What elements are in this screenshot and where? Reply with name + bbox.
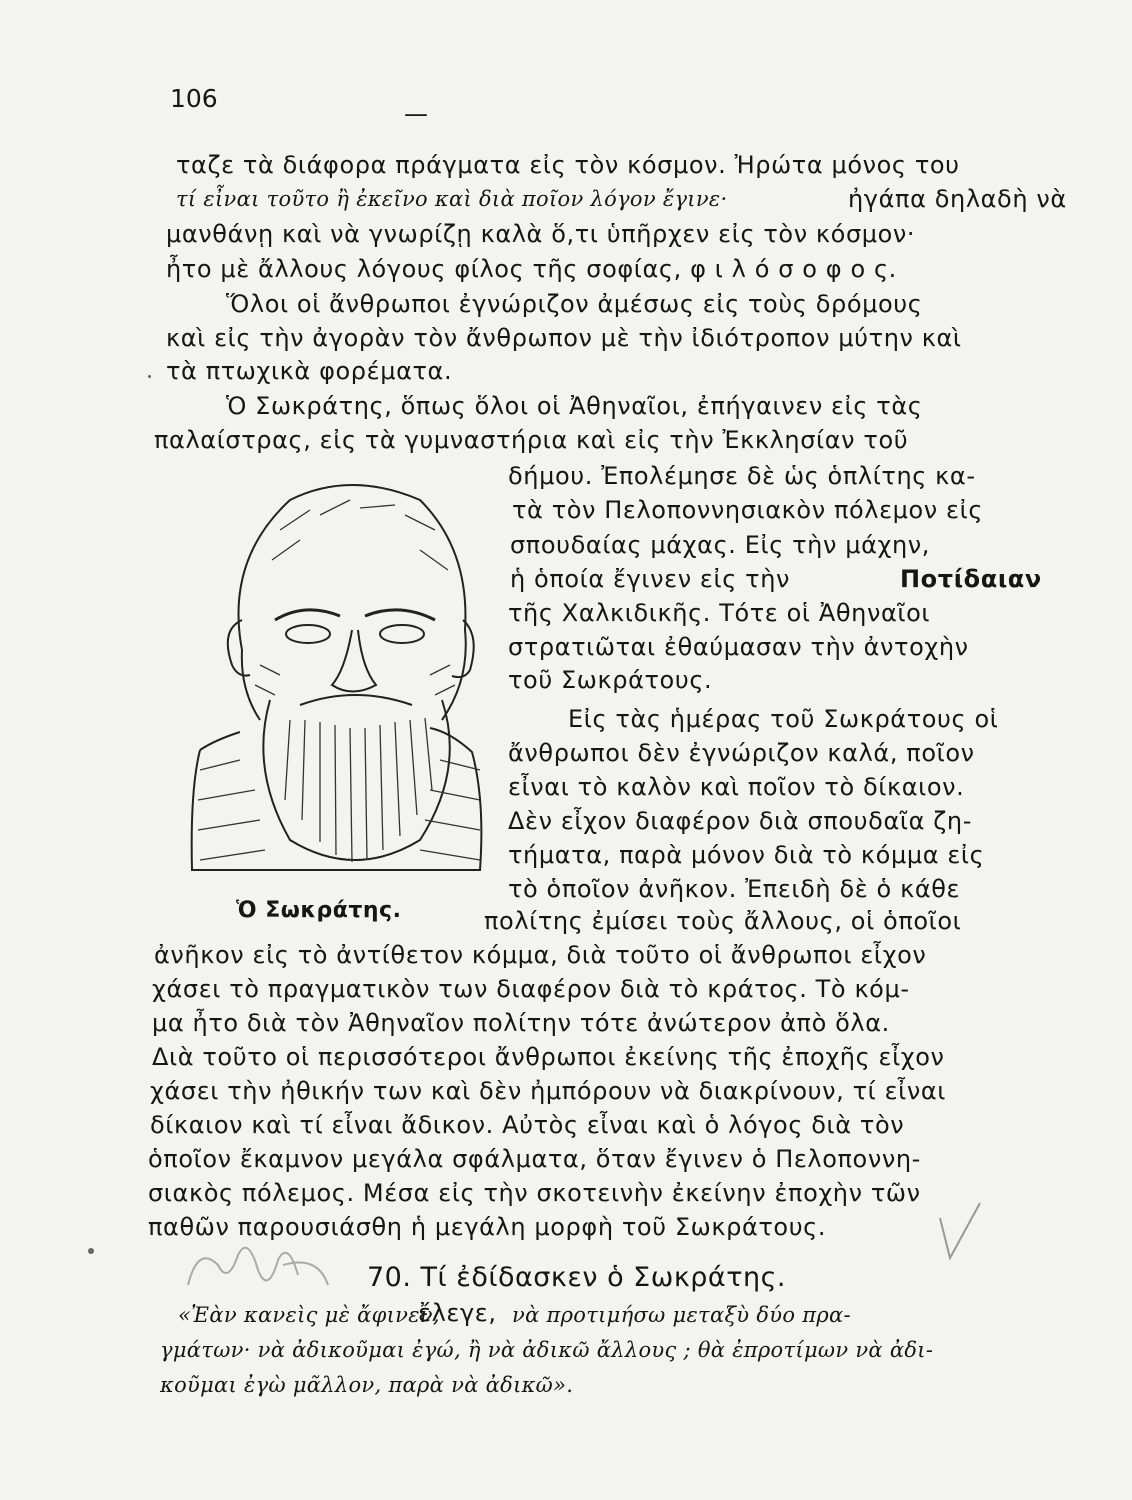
text-line: παλαίστρας, εἰς τὰ γυμναστήρια καὶ εἰς τὴν Ἐκκλησίαν τοῦ (154, 426, 909, 454)
text-line: παθῶν παρουσιάσθη ἡ μεγάλη μορφὴ τοῦ Σωκράτους. (148, 1213, 827, 1241)
text-line: μα ἦτο διὰ τὸν Ἀθηναῖον πολίτην τότε ἀνώτερον ἀπὸ ὅλα. (152, 1009, 890, 1037)
text-line: πολίτης ἐμίσει τοὺς ἄλλους, οἱ ὁποῖοι (484, 907, 962, 935)
text-line-bold: Ποτίδαιαν (900, 565, 1042, 593)
portrait-caption: Ὁ Σωκράτης. (236, 898, 402, 923)
text-line: τοῦ Σωκράτους. (508, 666, 713, 694)
text-line: τῆς Χαλκιδικῆς. Τότε οἱ Ἀθηναῖοι (508, 599, 931, 627)
text-line: σιακὸς πόλεμος. Μέσα εἰς τὴν σκοτεινὴν ἐκείνην ἐποχὴν τῶν (148, 1179, 921, 1207)
text-line: τὸ ὁποῖον ἀνῆκον. Ἐπειδὴ δὲ ὁ κάθε (508, 875, 961, 903)
text-line: τήματα, παρὰ μόνον διὰ τὸ κόμμα εἰς (508, 841, 985, 869)
text-line: Ὁ Σωκράτης, ὅπως ὅλοι οἱ Ἀθηναῖοι, ἐπήγαινεν εἰς τὰς (226, 392, 923, 420)
text-line: Δὲν εἶχον διαφέρον διὰ σπουδαῖα ζη- (508, 807, 972, 835)
quote-line: «Ἐὰν κανεὶς μὲ ἄφινεν, (178, 1303, 440, 1327)
text-line: ἠγάπα δηλαδὴ νὰ (848, 185, 1067, 213)
page-number: 106 (170, 84, 218, 113)
text-line: ὁποῖον ἔκαμνον μεγάλα σφάλματα, ὅταν ἔγινεν ὁ Πελοποννη- (148, 1145, 921, 1173)
text-line: δήμου. Ἐπολέμησε δὲ ὡς ὁπλίτης κα- (508, 462, 976, 490)
text-line: Εἰς τὰς ἡμέρας τοῦ Σωκράτους οἱ (568, 705, 999, 733)
pencil-scribble-mark (178, 1225, 338, 1305)
text-line: τί εἶναι τοῦτο ἢ ἐκεῖνο καὶ διὰ ποῖον λόγον ἔγινε· (176, 187, 728, 211)
socrates-bust-illustration (180, 470, 490, 890)
quote-line: νὰ προτιμήσω μεταξὺ δύο πρα- (512, 1303, 851, 1327)
text-line: τὰ πτωχικὰ φορέματα. (166, 357, 453, 385)
margin-dot (88, 1248, 94, 1254)
text-line: ἦτο μὲ ἄλλους λόγους φίλος τῆς σοφίας, φ ι λ ό σ ο φ ο ς. (166, 255, 897, 283)
text-line: στρατιῶται ἐθαύμασαν τὴν ἀντοχὴν (508, 633, 969, 661)
text-line: ἡ ὁποία ἔγινεν εἰς τὴν (510, 565, 791, 593)
text-line: ἀνῆκον εἰς τὸ ἀντίθετον κόμμα, διὰ τοῦτο οἱ ἄνθρωποι εἶχον (154, 941, 927, 969)
text-line: σπουδαίας μάχας. Εἰς τὴν μάχην, (510, 531, 931, 559)
quote-line: γμάτων· νὰ ἀδικοῦμαι ἐγώ, ἢ νὰ ἀδικῶ ἄλλους ; θὰ ἐπροτίμων νὰ ἀδι- (160, 1338, 934, 1362)
pencil-check-mark (930, 1198, 990, 1268)
quote-line: κοῦμαι ἐγὼ μᾶλλον, παρὰ νὰ ἀδικῶ». (160, 1373, 574, 1397)
text-line: ταζε τὰ διάφορα πράγματα εἰς τὸν κόσμον. Ἠρώτα μόνος του (176, 151, 960, 179)
text-line: καὶ εἰς τὴν ἀγορὰν τὸν ἄνθρωπον μὲ τὴν ἰδιότροπον μύτην καὶ (166, 324, 962, 352)
section-heading: 70. Τί ἐδίδασκεν ὁ Σωκράτης. (367, 1262, 786, 1293)
text-line: εἶναι τὸ καλὸν καὶ ποῖον τὸ δίκαιον. (508, 773, 965, 801)
text-line: χάσει τὸ πραγματικὸν των διαφέρον διὰ τὸ κράτος. Τὸ κόμ- (152, 975, 910, 1003)
text-line: χάσει τὴν ἠθικήν των καὶ δὲν ἠμπόρουν νὰ διακρίνουν, τί εἶναι (150, 1077, 947, 1105)
quote-line: ἔλεγε, (418, 1299, 497, 1327)
text-line: Ὅλοι οἱ ἄνθρωποι ἐγνώριζον ἀμέσως εἰς τοὺς δρόμους (226, 290, 923, 318)
text-line: μανθάνῃ καὶ νὰ γνωρίζῃ καλὰ ὅ,τι ὑπῆρχεν εἰς τὸν κόσμον· (166, 220, 916, 248)
text-line: τὰ τὸν Πελοποννησιακὸν πόλεμον εἰς (512, 496, 984, 524)
header-dash: — (404, 100, 428, 128)
text-line: δίκαιον καὶ τί εἶναι ἄδικον. Αὐτὸς εἶναι καὶ ὁ λόγος διὰ τὸν (150, 1111, 905, 1139)
text-line: Διὰ τοῦτο οἱ περισσότεροι ἄνθρωποι ἐκείνης τῆς ἐποχῆς εἶχον (152, 1043, 945, 1071)
margin-dot (148, 375, 151, 378)
text-line: ἄνθρωποι δὲν ἐγνώριζον καλά, ποῖον (508, 739, 975, 767)
